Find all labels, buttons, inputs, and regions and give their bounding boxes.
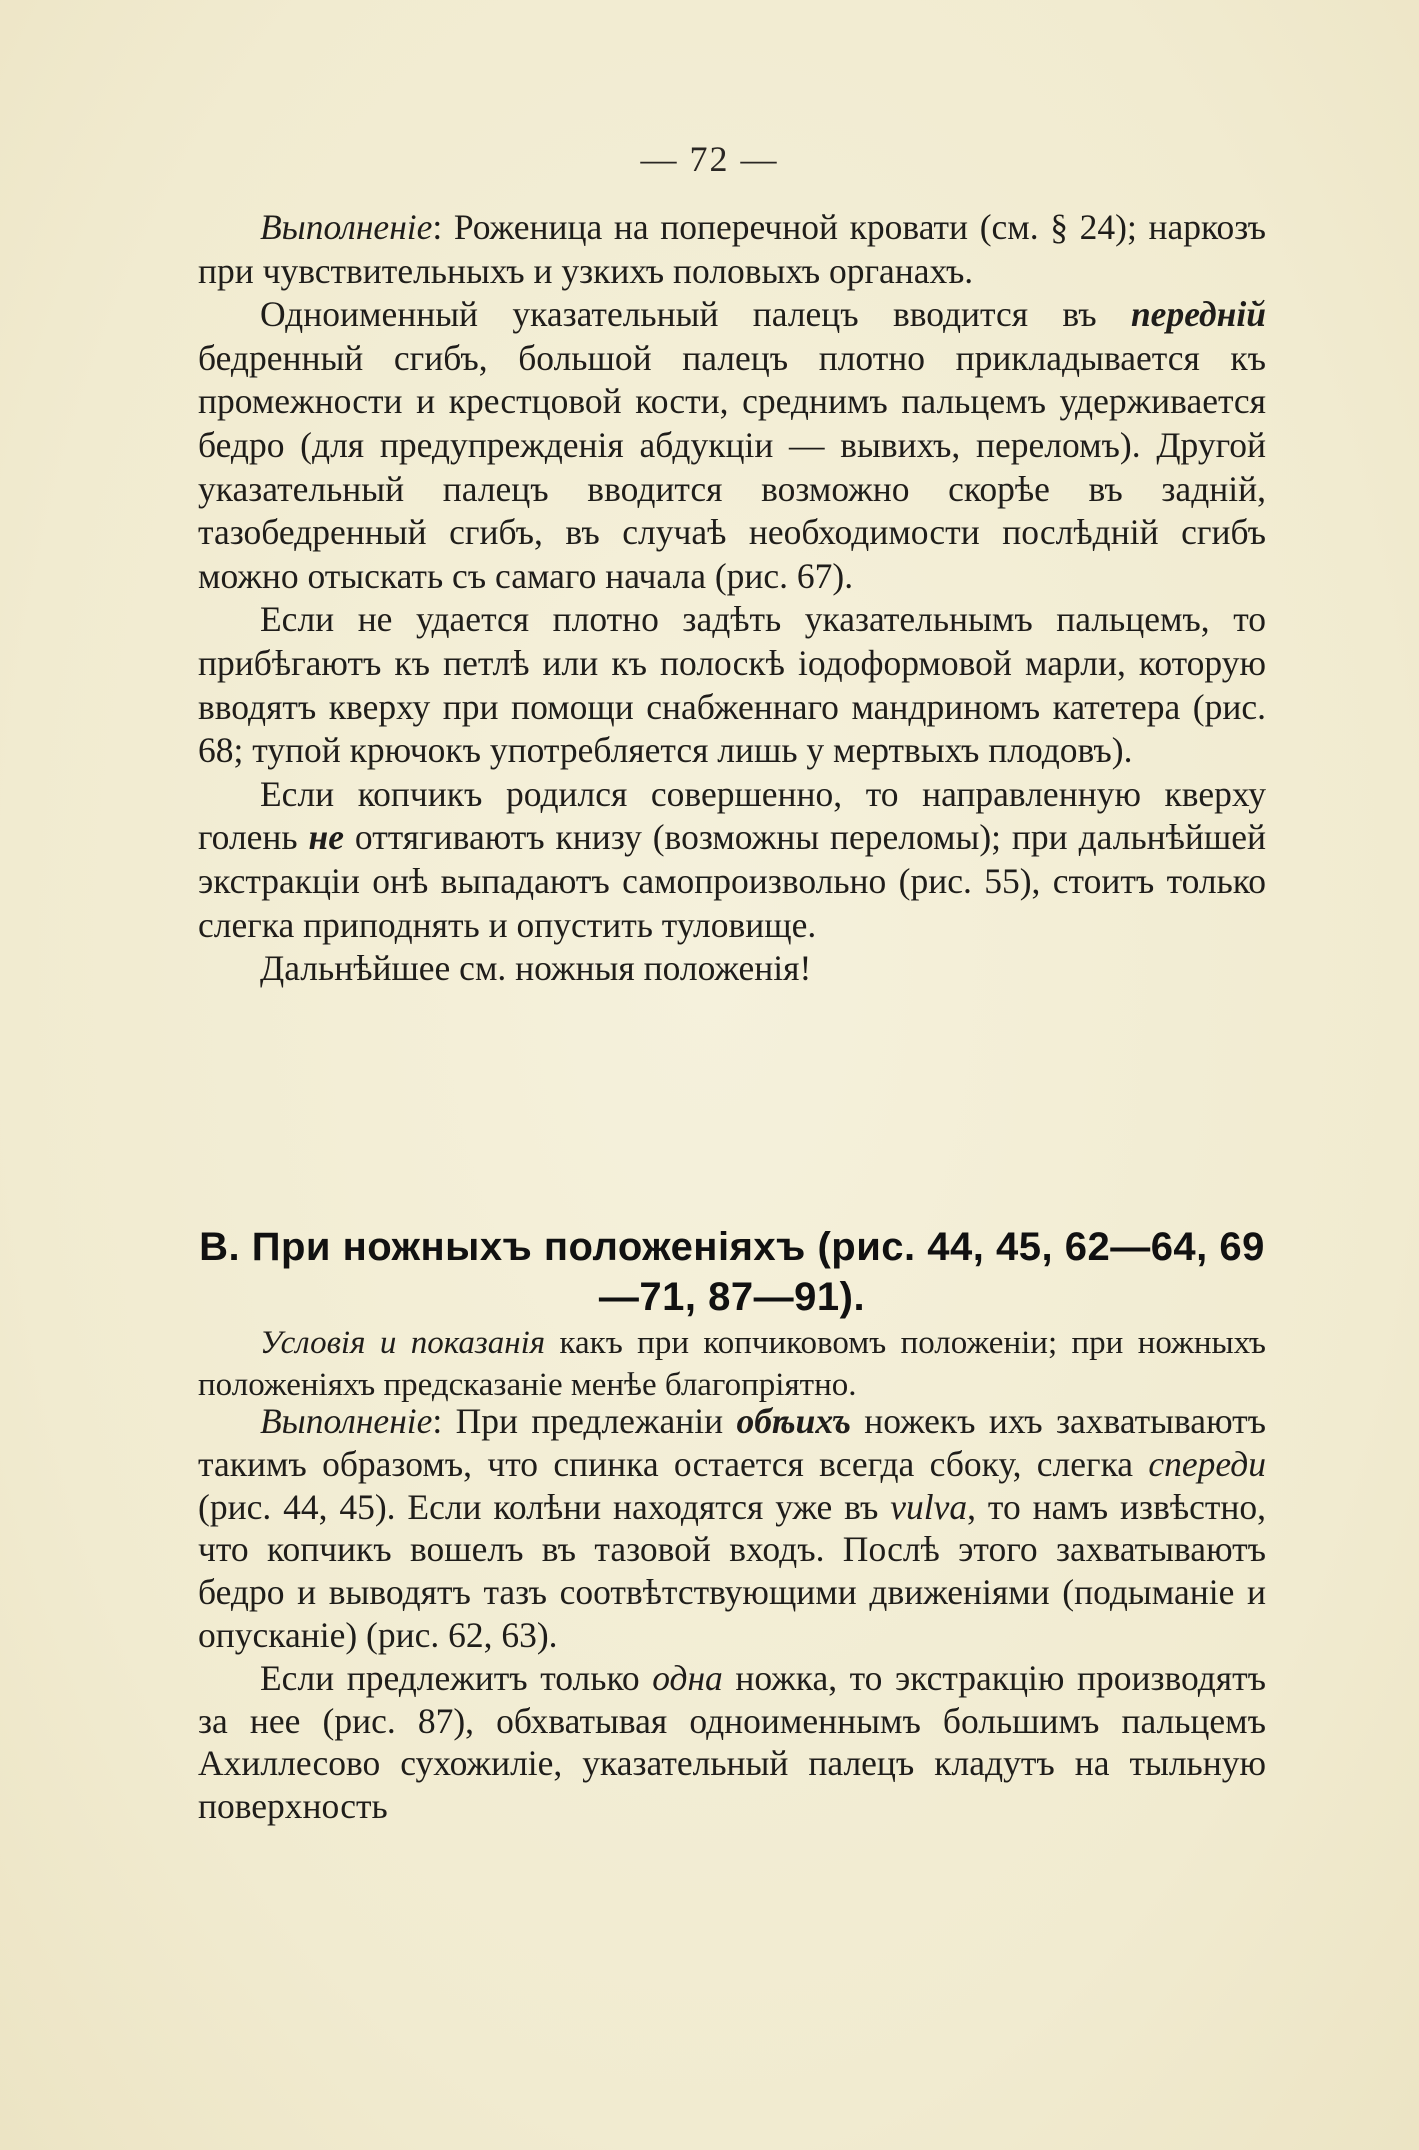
emphasis: не: [308, 817, 345, 858]
emphasis: обѣихъ: [736, 1401, 851, 1441]
run-in-italic: Условiя и показанiя: [260, 1325, 546, 1361]
page-number: — 72 —: [640, 139, 779, 179]
paragraph: Дальнѣйшее см. ножныя положенiя!: [260, 948, 812, 989]
paragraph-text: : Роженица на поперечной кровати (см. § 24); наркозъ при чувствительныхъ и узкихъ половыхъ органахъ.: [198, 207, 1266, 291]
paragraph-text: ножекъ ихъ захватываютъ такимъ образомъ, что спинка остается всегда сбоку, слегка: [198, 1401, 1266, 1484]
section-b-text: [198, 1400, 1266, 1828]
paragraph: [198, 206, 1266, 293]
paragraph: [198, 1657, 1266, 1828]
paragraph-text: оттягиваютъ книзу (возможны переломы); при дальнѣйшей экстракцiи онѣ выпадаютъ самопроизвольно (рис. 55), стоитъ только слегка приподнять и опустить туловище.: [198, 817, 1266, 945]
paragraph: [198, 1400, 1266, 1657]
paragraph: Если не удается плотно задѣть указательнымъ пальцемъ, то прибѣгаютъ къ петлѣ или къ полоскѣ iодоформовой марли, которую вводятъ кверху при помощи снабженнаго мандриномъ катетера (рис. 68; тупой крючокъ употребляется лишь у мертвыхъ плодовъ).: [198, 599, 1266, 771]
paragraph: [198, 293, 1266, 598]
paragraph-text: Одноименный указательный палецъ вводится въ: [260, 294, 1131, 335]
paragraph-text: какъ при копчиковомъ положенiи; при ножныхъ положенiяхъ предсказанiе менѣе благопрiятно.: [198, 1325, 1266, 1403]
run-in-italic: Выполненiе: [260, 1401, 433, 1441]
section-a-text: [198, 206, 1266, 991]
paragraph: [198, 1322, 1266, 1406]
paragraph-text: , то намъ извѣстно, что копчикъ вошелъ въ тазовой входъ. Послѣ этого захватываютъ бедро и выводятъ тазъ соотвѣтствующими движенiями (подыманiе и опусканiе) (рис. 62, 63).: [198, 1486, 1266, 1655]
paragraph: [198, 773, 1266, 947]
paragraph-text: (рис. 44, 45). Если колѣни находятся уже въ: [198, 1486, 891, 1527]
section-heading: В. При ножныхъ положенiяхъ (рис. 44, 45, 62—64, 69—71, 87—91).: [199, 1225, 1265, 1319]
section-b-note: [198, 1322, 1266, 1406]
paragraph-text: Если предлежитъ только: [260, 1657, 653, 1698]
paragraph-text: Если копчикъ родился совершенно, то направленную кверху голень: [198, 773, 1266, 858]
emphasis: vulva: [890, 1486, 968, 1527]
emphasis: переднiй: [1130, 294, 1266, 335]
paragraph-text: : При предлежанiи: [432, 1401, 737, 1441]
emphasis: спереди: [1148, 1443, 1266, 1484]
paragraph-text: бедренный сгибъ, большой палецъ плотно прикладывается къ промежности и крестцовой кости, среднимъ пальцемъ удерживается бедро (для предупрежденiя абдукцiи — вывихъ, переломъ). Другой указательный палецъ вводится возможно скорѣе въ заднiй, тазобедренный сгибъ, въ случаѣ необходимости послѣднiй сгибъ можно отыскать съ самаго начала (рис. 67).: [198, 337, 1266, 596]
paragraph-text: ножка, то экстракцiю производятъ за нее (рис. 87), обхватывая одноименнымъ большимъ пальцемъ Ахиллесово сухожилiе, указательный палецъ кладутъ на тыльную поверхность: [198, 1657, 1266, 1827]
run-in-italic: Выполненiе: [260, 207, 433, 247]
emphasis: одна: [652, 1657, 723, 1698]
